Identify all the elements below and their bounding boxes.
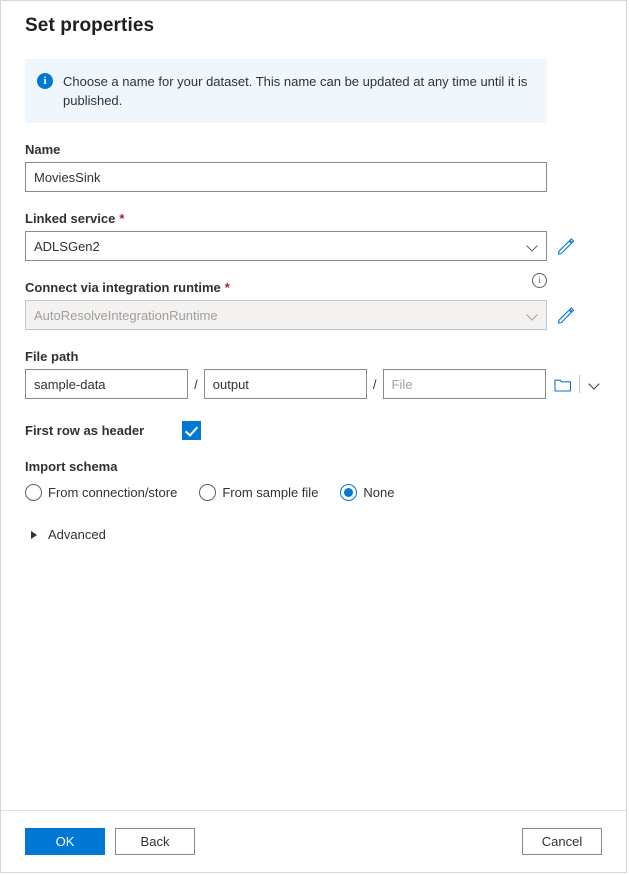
- integration-runtime-required: *: [224, 280, 230, 295]
- browse-folder-icon[interactable]: [554, 374, 574, 394]
- file-path-label-text: File path: [25, 349, 79, 364]
- file-path-separator: /: [194, 376, 198, 392]
- integration-runtime-dropdown[interactable]: [25, 300, 547, 330]
- linked-service-label-text: Linked service: [25, 211, 116, 226]
- import-schema-option-from-connection-store[interactable]: [25, 484, 177, 501]
- name-input[interactable]: [25, 162, 547, 192]
- chevron-right-icon: [31, 531, 37, 539]
- radio-icon: [25, 484, 42, 501]
- import-schema-option-label: From connection/store: [48, 485, 178, 500]
- divider: [579, 375, 580, 393]
- linked-service-required: *: [119, 211, 125, 226]
- import-schema-option-from-sample-file[interactable]: [199, 484, 318, 501]
- first-row-as-header-label: First row as header: [25, 423, 145, 438]
- file-path-chevron-down-icon[interactable]: [586, 374, 602, 394]
- integration-runtime-row: [25, 300, 602, 330]
- file-path-file-input[interactable]: [383, 369, 546, 399]
- info-icon: i: [37, 73, 53, 89]
- file-path-directory-input[interactable]: [204, 369, 367, 399]
- cancel-button[interactable]: Cancel: [522, 828, 602, 855]
- integration-runtime-value: AutoResolveIntegrationRuntime: [34, 307, 218, 323]
- dialog-footer: [1, 810, 626, 872]
- first-row-as-header-checkbox[interactable]: [182, 421, 201, 440]
- chevron-down-icon: [528, 241, 538, 251]
- import-schema-option-label: From sample file: [222, 485, 319, 500]
- file-path-separator: /: [372, 376, 377, 392]
- file-path-row: [25, 369, 602, 399]
- ok-button[interactable]: OK: [25, 828, 105, 855]
- chevron-down-icon: [528, 310, 538, 320]
- linked-service-value: ADLSGen2: [34, 238, 100, 254]
- back-button[interactable]: Back: [115, 828, 195, 855]
- dialog-body: [1, 1, 626, 810]
- name-label: [25, 142, 602, 157]
- integration-runtime-label: [25, 280, 230, 295]
- integration-runtime-label-row: [25, 261, 547, 300]
- linked-service-dropdown[interactable]: [25, 231, 547, 261]
- import-schema-option-none[interactable]: [340, 484, 394, 501]
- radio-selected-icon: [340, 484, 357, 501]
- info-banner: [25, 59, 547, 123]
- advanced-label: Advanced: [48, 527, 106, 542]
- info-banner-text: Choose a name for your dataset. This name can be updated at any time until it is published.: [63, 74, 528, 108]
- page-title: Set properties: [25, 15, 155, 36]
- file-path-label: [25, 349, 602, 364]
- linked-service-label: [25, 211, 602, 226]
- integration-runtime-info-icon[interactable]: i: [532, 273, 547, 288]
- name-label-text: Name: [25, 142, 61, 157]
- first-row-as-header-row: [25, 421, 602, 440]
- edit-integration-runtime-pencil-icon[interactable]: [557, 306, 575, 324]
- import-schema-label: [25, 459, 602, 474]
- import-schema-label-text: Import schema: [25, 459, 118, 474]
- import-schema-radio-group: [25, 484, 602, 501]
- import-schema-option-label: None: [363, 485, 395, 500]
- integration-runtime-label-text: Connect via integration runtime: [25, 280, 221, 295]
- radio-icon: [199, 484, 216, 501]
- edit-linked-service-pencil-icon[interactable]: [557, 237, 575, 255]
- file-path-container-input[interactable]: [25, 369, 188, 399]
- advanced-section-toggle[interactable]: [25, 527, 602, 542]
- linked-service-row: [25, 231, 602, 261]
